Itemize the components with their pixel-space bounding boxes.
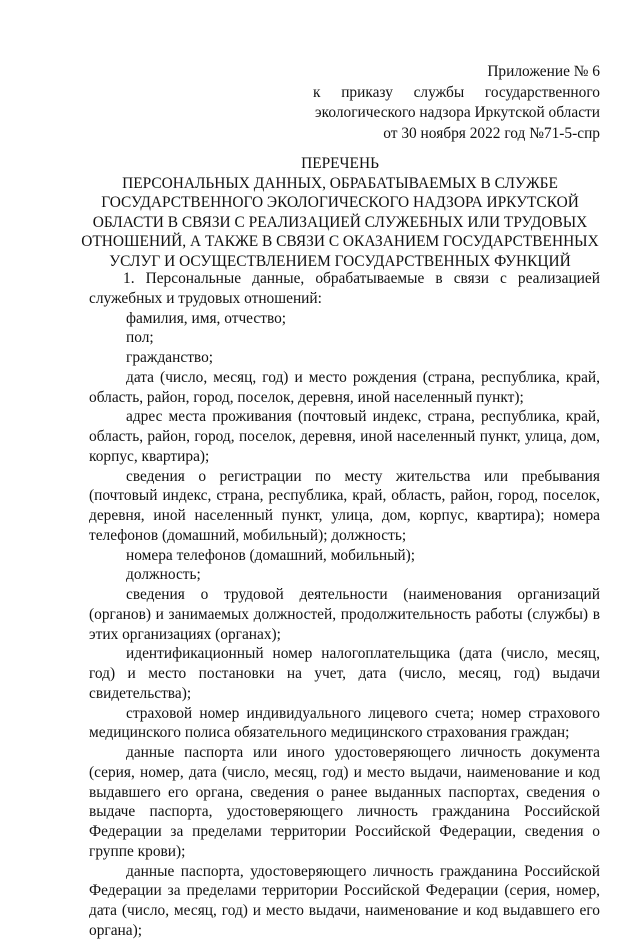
list-item: страховой номер индивидуального лицевого счета; номер страхового медицинского полиса обязательного медицинского страхования граждан;	[89, 704, 600, 742]
document-title	[80, 154, 600, 272]
list-item: сведения о регистрации по месту жительства или пребывания (почтовый индекс, страна, республика, край, область, район, город, поселок, деревня, иной населенный пункт, улица, дом, корпус, квартира); номера телефонов (домашний, мобильный); должность;	[89, 467, 600, 544]
list-item: сведения о трудовой деятельности (наименования организаций (органов) и занимаемых должностей, продолжительность работы (службы) в этих организациях (органах);	[89, 586, 600, 643]
list-item: должность;	[126, 566, 201, 584]
title-line: УСЛУГ И ОСУЩЕСТВЛЕНИЕМ ГОСУДАРСТВЕННЫХ ФУНКЦИЙ	[109, 252, 571, 270]
title-line: ОБЛАСТИ В СВЯЗИ С РЕАЛИЗАЦИЕЙ СЛУЖЕБНЫХ ИЛИ ТРУДОВЫХ	[92, 213, 588, 231]
title-line: ОТНОШЕНИЙ, А ТАКЖЕ В СВЯЗИ С ОКАЗАНИЕМ ГОСУДАРСТВЕННЫХ	[81, 233, 599, 251]
title-line: ГОСУДАРСТВЕННОГО ЭКОЛОГИЧЕСКОГО НАДЗОРА ИРКУТСКОЙ	[101, 194, 579, 212]
list-item: данные паспорта или иного удостоверяющего личность документа (серия, номер, дата (число, месяц, год) и место выдачи, наименование и код выдавшего его органа, сведения о ранее выданных паспортах, сведения о выдаче паспорта, удостоверяющего личность гражданина Российской Федерации за пределами территории Российской Федерации, сведения о группе крови);	[89, 744, 600, 860]
list-item: данные паспорта, удостоверяющего личность гражданина Российской Федерации за пределами территории Российской Федерации (серия, номер, дата (число, месяц, год) и место выдачи, наименование и код выдавшего его органа);	[89, 862, 600, 939]
document-body	[89, 269, 600, 941]
appendix-number: Приложение № 6	[487, 63, 600, 80]
appendix-date-line: от 30 ноября 2022 год №71-5-спр	[383, 124, 600, 142]
appendix-order-line: к приказу службы государственного	[313, 83, 600, 101]
list-item: адрес места проживания (почтовый индекс, страна, республика, край, область, район, город, поселок, деревня, иной населенный пункт, улица, дом, корпус, квартира);	[89, 408, 600, 465]
appendix-agency-line: экологического надзора Иркутской области	[315, 104, 600, 121]
list-item: фамилия, имя, отчество;	[126, 309, 287, 327]
list-item: дата (число, месяц, год) и место рождения (страна, республика, край, область, район, город, поселок, деревня, иной населенный пункт);	[89, 368, 600, 406]
title-line: ПЕРСОНАЛЬНЫХ ДАННЫХ, ОБРАБАТЫВАЕМЫХ В СЛУЖБЕ	[122, 174, 558, 192]
section-heading: 1. Персональные данные, обрабатываемые в связи с реализацией служебных и трудовых отношений:	[89, 270, 600, 307]
title-line: ПЕРЕЧЕНЬ	[301, 155, 379, 172]
appendix-header	[313, 62, 600, 144]
list-item: идентификационный номер налогоплательщика (дата (число, месяц, год) и место постановки на учет, дата (число, месяц, год) выдачи свидетельства);	[89, 645, 600, 702]
list-item: гражданство;	[126, 349, 214, 366]
list-item: пол;	[126, 329, 154, 347]
list-item: номера телефонов (домашний, мобильный);	[126, 546, 416, 564]
